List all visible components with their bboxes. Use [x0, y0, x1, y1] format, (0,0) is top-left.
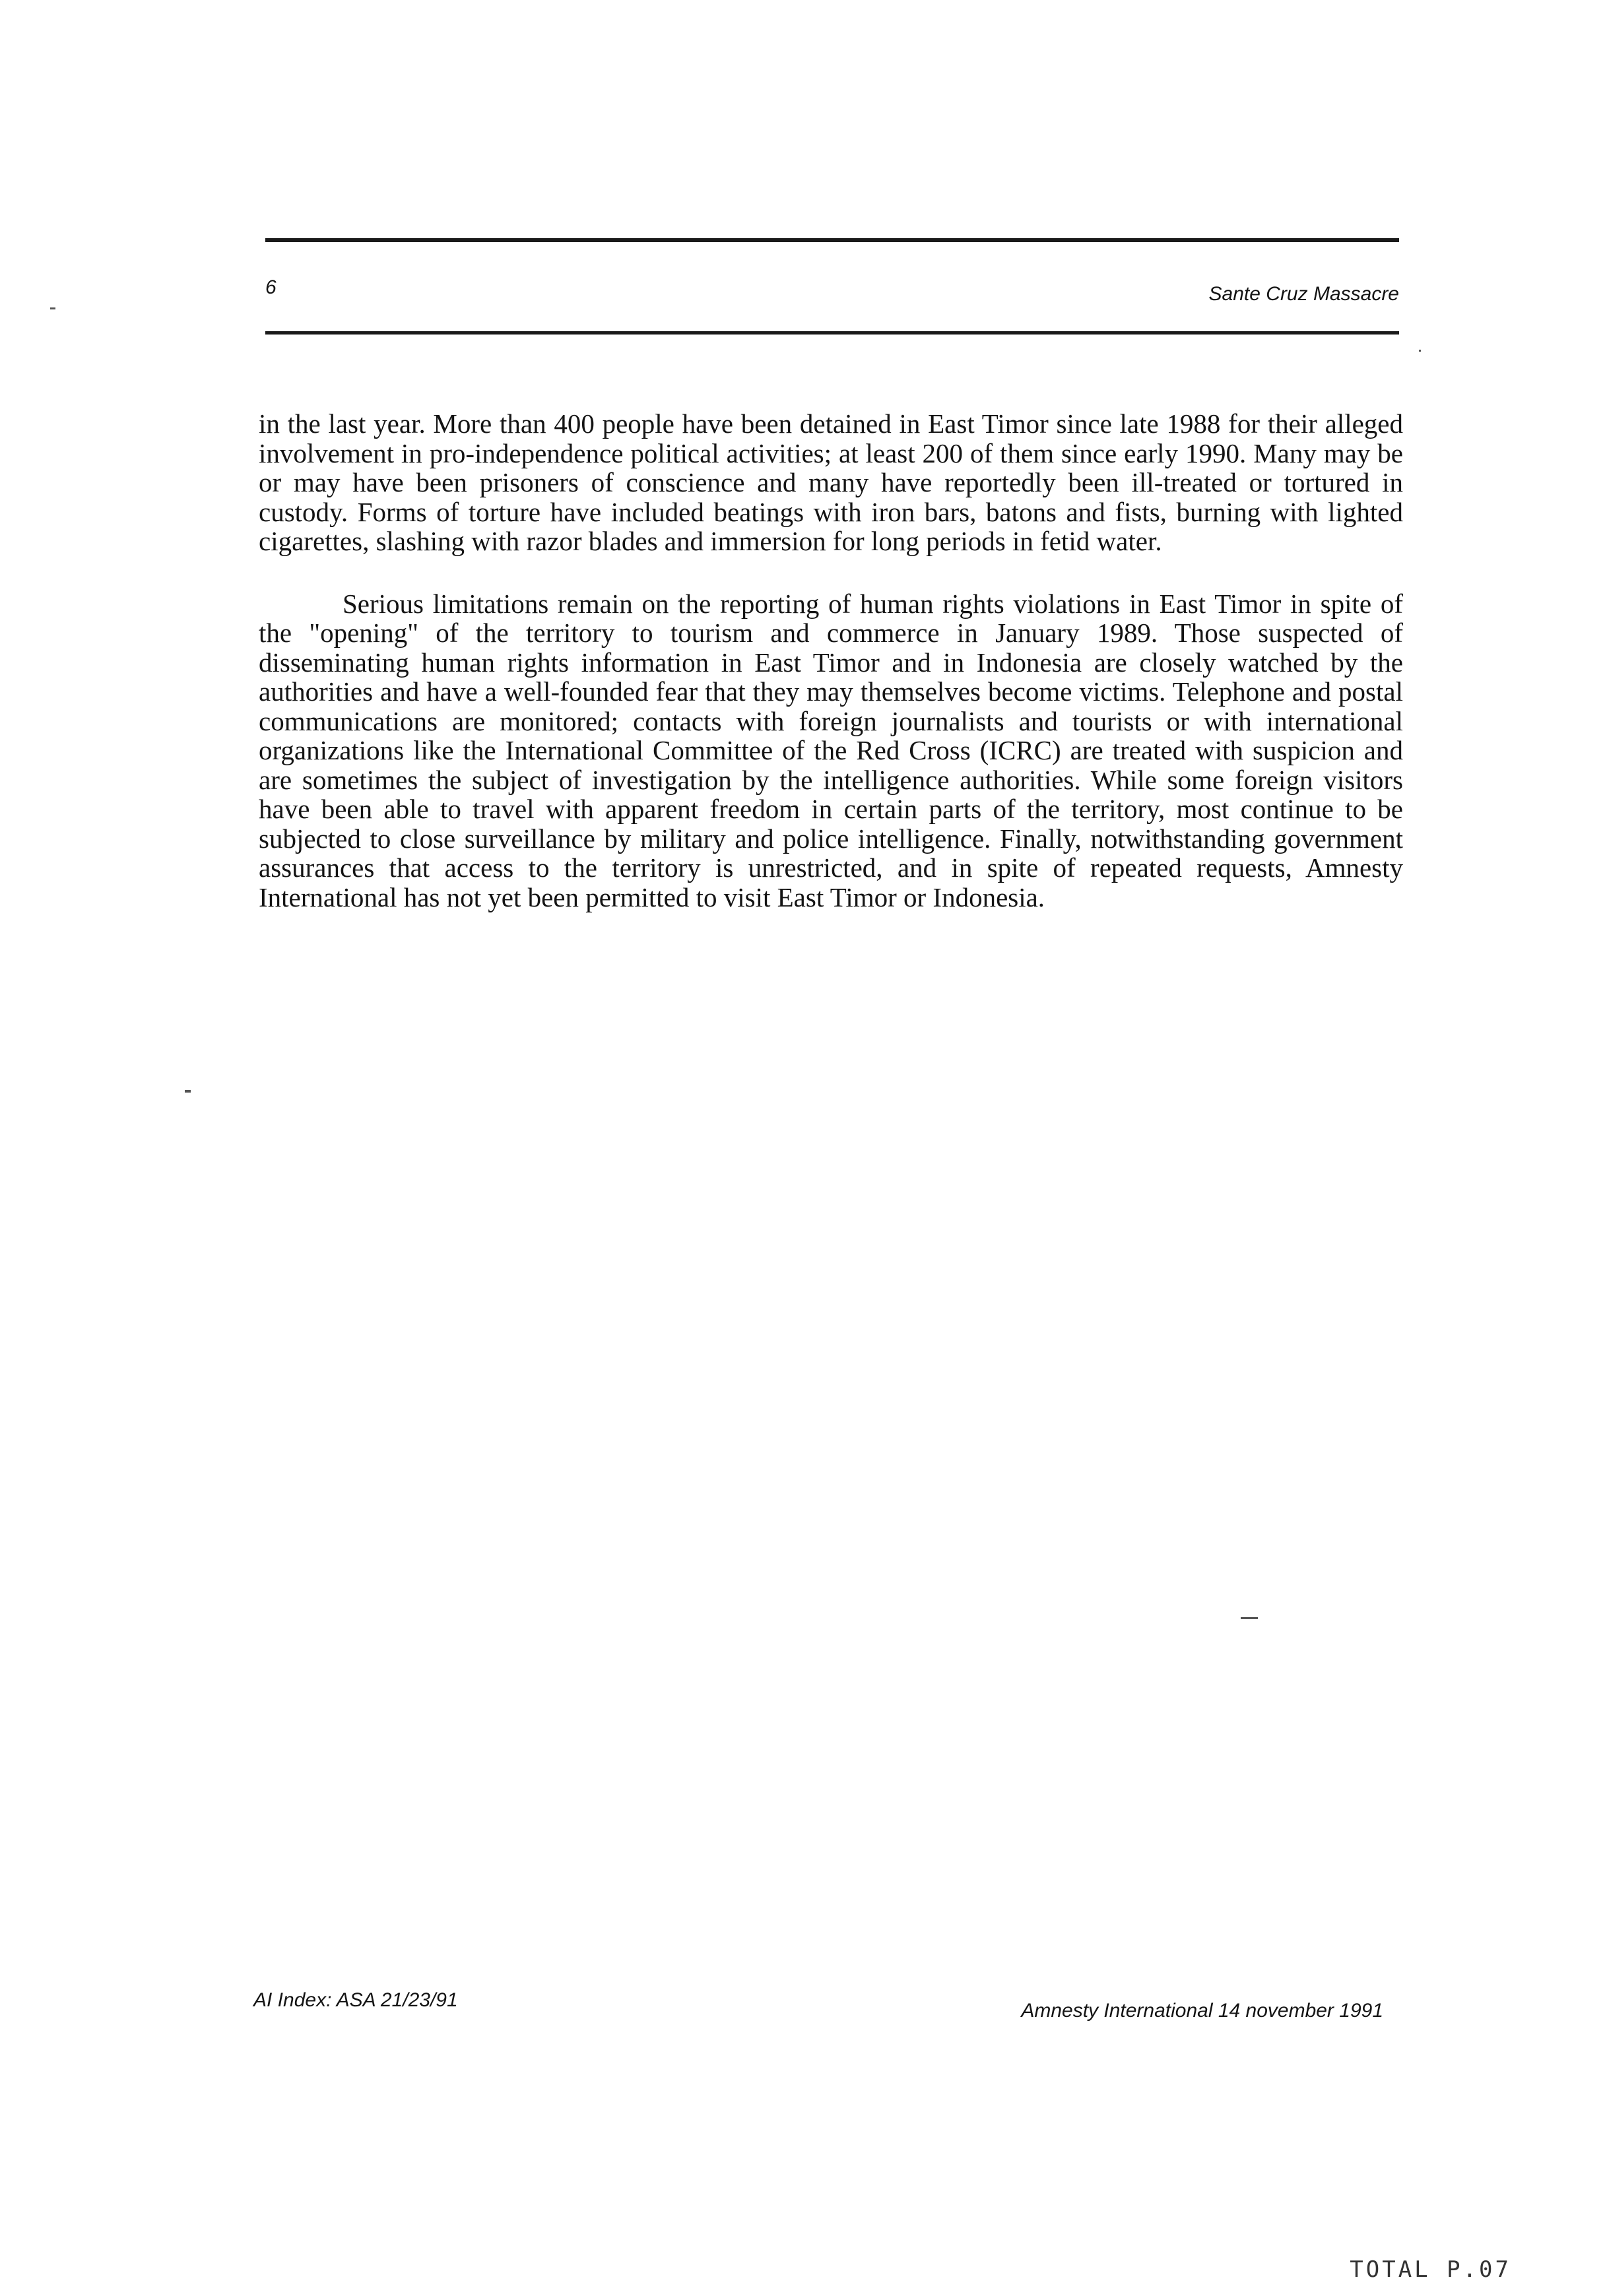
- header-bottom-rule: [265, 331, 1399, 335]
- body-text: [259, 409, 1403, 912]
- scan-speck: [1241, 1617, 1258, 1619]
- scan-speck: [185, 1090, 191, 1093]
- header-top-rule: [265, 238, 1399, 242]
- paragraph-1: in the last year. More than 400 people have been detained in East Timor since late 1988 for their alleged involvement in pro-independence political activities; at least 200 of them since early 1990. Many may be or may have been prisoners of conscience and many have reportedly been ill-treated or tortured in custody. Forms of torture have included beatings with iron bars, batons and fists, burning with lighted cigarettes, slashing with razor blades and immersion for long periods in fetid water.: [259, 408, 1403, 556]
- scan-speck: [1419, 350, 1421, 352]
- running-title: Sante Cruz Massacre: [1208, 283, 1399, 305]
- page-number: 6: [265, 276, 277, 298]
- footer-index: AI Index: ASA 21/23/91: [253, 1989, 458, 2011]
- fax-page-stamp: TOTAL P.07: [1350, 2256, 1511, 2283]
- paragraph-2: Serious limitations remain on the reporting of human rights violations in East Timor in spite of the "opening" of the territory to tourism and commerce in January 1989. Those suspected of disseminating human rights information in East Timor and in Indonesia are closely watched by the authorities and have a well-founded fear that they may themselves become victims. Telephone and postal communications are monitored; contacts with foreign journalists and tourists or with international organizations like the International Committee of the Red Cross (ICRC) are treated with suspicion and are sometimes the subject of investigation by the intelligence authorities. While some foreign visitors have been able to travel with apparent freedom in certain parts of the territory, most continue to be subjected to close surveillance by military and police intelligence. Finally, notwithstanding government assurances that access to the territory is unrestricted, and in spite of repeated requests, Amnesty International has not yet been permitted to visit East Timor or Indonesia.: [259, 588, 1403, 912]
- footer-publisher-date: Amnesty International 14 november 1991: [1021, 2000, 1383, 2022]
- scan-speck: [50, 307, 55, 309]
